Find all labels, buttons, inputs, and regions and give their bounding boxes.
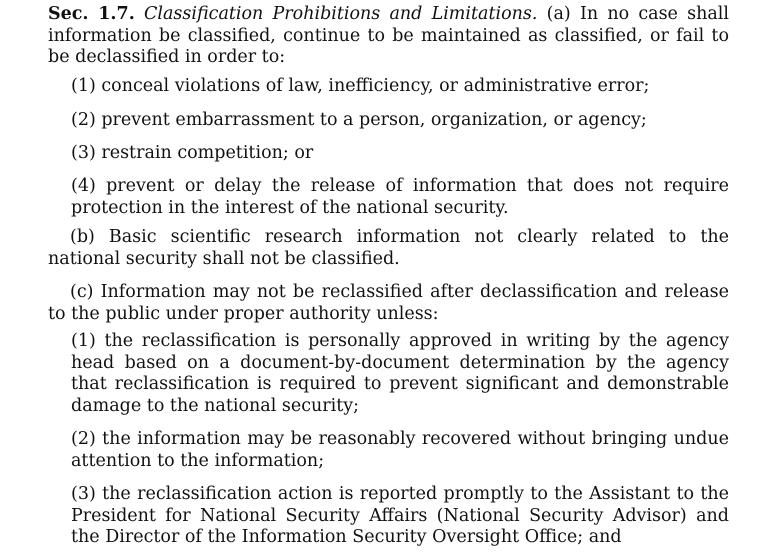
list-item-a4: (4) prevent or delay the release of information that does not require protection in the interest of the national security. [71,176,729,218]
list-item-c3: (3) the reclassification action is reported promptly to the Assistant to the President for National Security Affairs (National Security Advisor) and the Director of the Information Security Oversight Office; and [71,484,729,547]
section-heading-paragraph [48,4,729,69]
paragraph-c: (c) Information may not be reclassified after declassification and release to the public under proper authority unless: [48,282,729,324]
list-item-a1: (1) conceal violations of law, inefficiency, or administrative error; [71,76,650,96]
section-title: Classification Prohibitions and Limitations. [144,4,538,24]
list-item-c1: (1) the reclassification is personally approved in writing by the agency head based on a document-by-document determination by the agency that reclassification is required to prevent significant and demonstrable damage to the national security; [71,331,729,416]
paragraph-b: (b) Basic scientific research information not clearly related to the national security shall not be classified. [48,227,729,269]
list-item-a2: (2) prevent embarrassment to a person, organization, or agency; [71,110,647,130]
section-intro: (a) In no case shall information be classified, continue to be maintained as classified, or fail to be declassified in order to: [48,4,729,67]
list-item-a3: (3) restrain competition; or [71,143,314,163]
section-label: Sec. 1.7. [48,4,135,24]
list-item-c2: (2) the information may be reasonably recovered without bringing undue attention to the information; [71,429,729,471]
